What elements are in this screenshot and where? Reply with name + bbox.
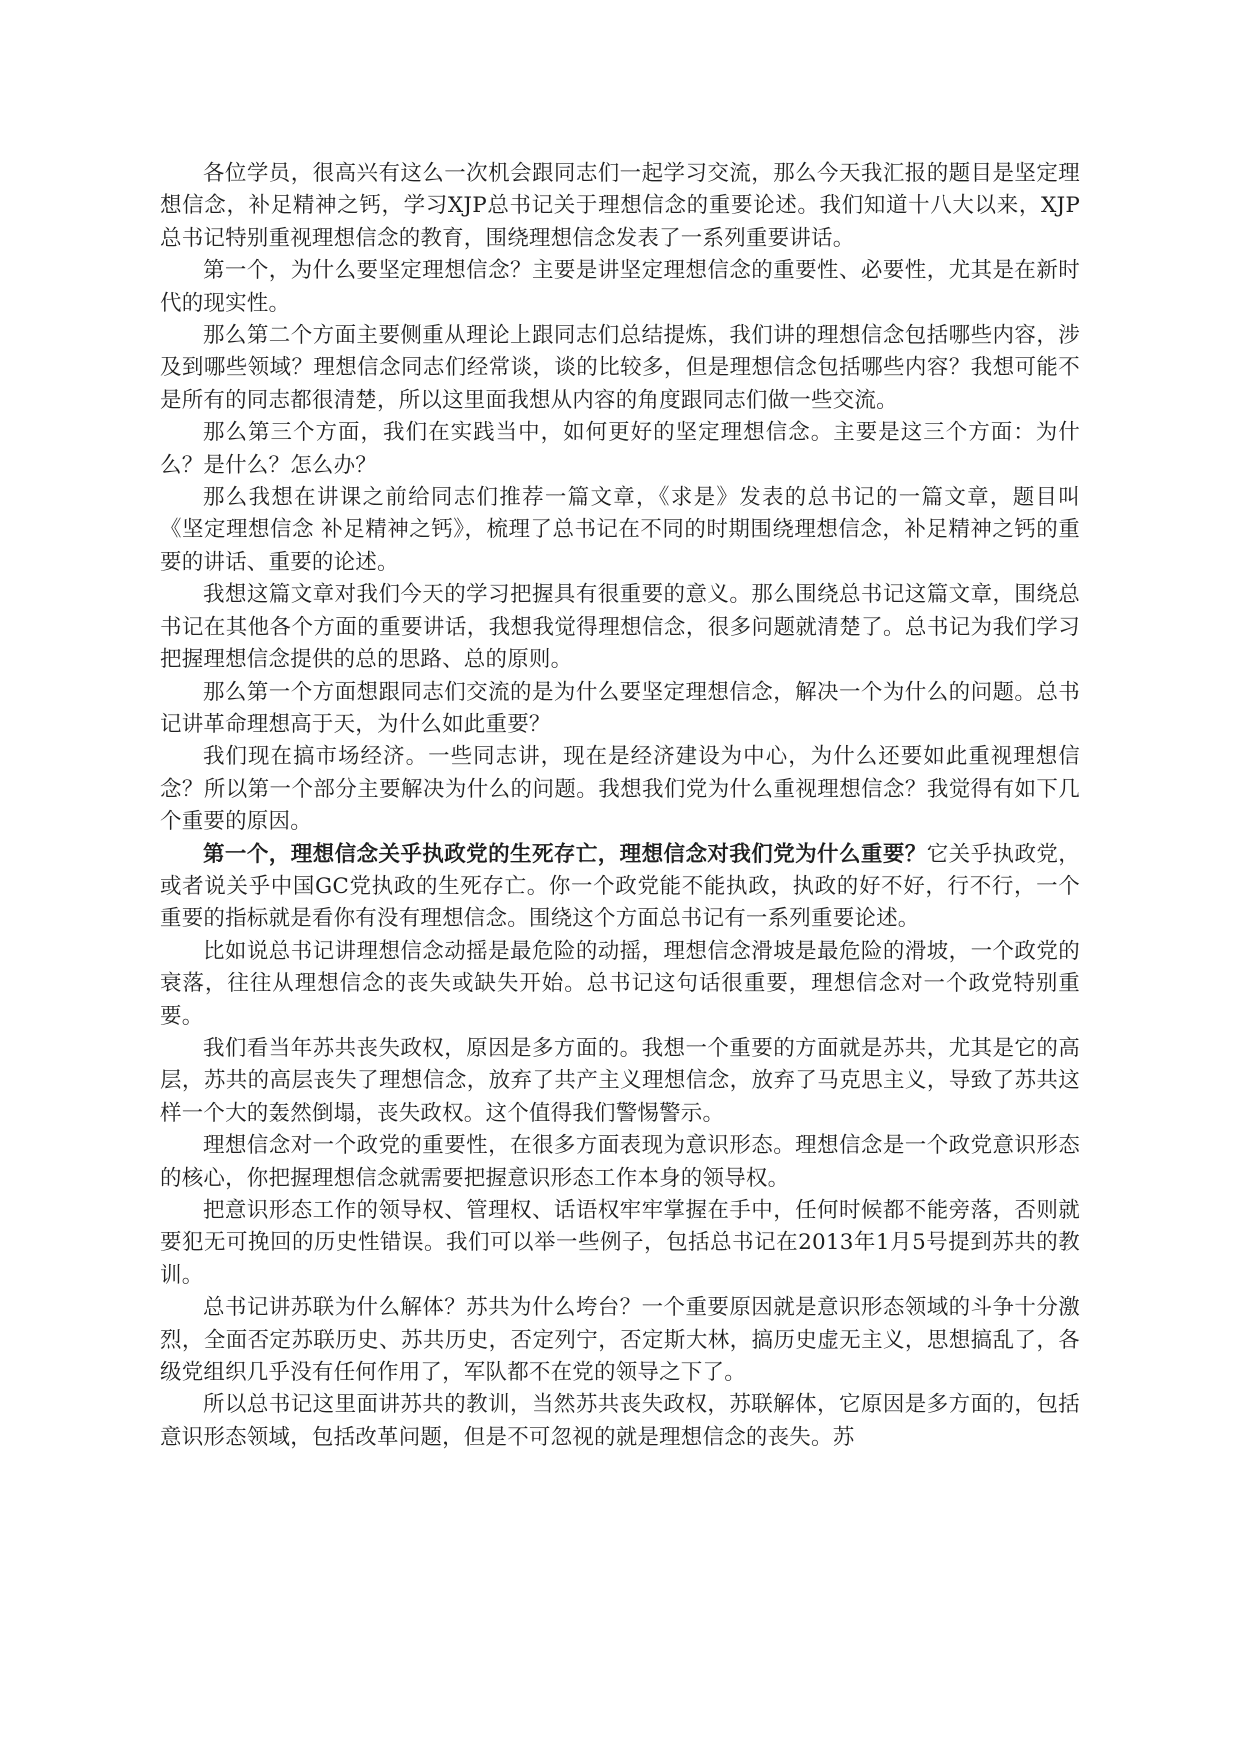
paragraph-7: [160, 677, 1080, 742]
paragraph-6: [160, 579, 1080, 676]
paragraph-14: [160, 1292, 1080, 1389]
paragraph-text: 那么第二个方面主要侧重从理论上跟同志们总结提炼，我们讲的理想信念包括哪些内容，涉及到哪些领域？理想信念同志们经常谈，谈的比较多，但是理想信念包括哪些内容？我想可能不是所有的同志都很清楚，所以这里面我想从内容的角度跟同志们做一些交流。: [160, 323, 1080, 413]
paragraph-11: [160, 1033, 1080, 1130]
paragraph-text: 那么第三个方面，我们在实践当中，如何更好的坚定理想信念。主要是这三个方面：为什么？是什么？怎么办？: [160, 420, 1080, 478]
paragraph-bold-lead: 第一个，理想信念关乎执政党的生死存亡，理想信念对我们党为什么重要？: [203, 841, 927, 867]
paragraph-text: 那么第一个方面想跟同志们交流的是为什么要坚定理想信念，解决一个为什么的问题。总书记讲革命理想高于天，为什么如此重要？: [160, 679, 1080, 737]
paragraph-text: 我们看当年苏共丧失政权，原因是多方面的。我想一个重要的方面就是苏共，尤其是它的高层，苏共的高层丧失了理想信念，放弃了共产主义理想信念，放弃了马克思主义，导致了苏共这样一个大的轰然倒塌，丧失政权。这个值得我们警惕警示。: [160, 1035, 1080, 1126]
paragraph-text: 第一个，为什么要坚定理想信念？主要是讲坚定理想信念的重要性、必要性，尤其是在新时代的现实性。: [160, 258, 1080, 316]
paragraph-text: 比如说总书记讲理想信念动摇是最危险的动摇，理想信念滑坡是最危险的滑坡，一个政党的衰落，往往从理想信念的丧失或缺失开始。总书记这句话很重要，理想信念对一个政党特别重要。: [160, 938, 1080, 1029]
paragraph-9: [160, 839, 1080, 936]
paragraph-13: [160, 1195, 1080, 1292]
paragraph-text: 它关乎执政党，或者说关乎中国GC党执政的生死存亡。你一个政党能不能执政，执政的好不好，行不行，一个重要的指标就是看你有没有理想信念。围绕这个方面总书记有一系列重要论述。: [160, 841, 1081, 932]
paragraph-2: [160, 255, 1080, 320]
paragraph-3: [160, 320, 1080, 417]
paragraph-1: [160, 158, 1080, 255]
paragraph-text: 各位学员，很高兴有这么一次机会跟同志们一起学习交流，那么今天我汇报的题目是坚定理想信念，补足精神之钙，学习XJP总书记关于理想信念的重要论述。我们知道十八大以来，XJP总书记特别重视理想信念的教育，围绕理想信念发表了一系列重要讲话。: [160, 161, 1080, 251]
document-page: [160, 158, 1080, 1454]
paragraph-4: [160, 417, 1080, 482]
paragraph-10: [160, 936, 1080, 1033]
paragraph-text: 我想这篇文章对我们今天的学习把握具有很重要的意义。那么围绕总书记这篇文章，围绕总书记在其他各个方面的重要讲话，我想我觉得理想信念，很多问题就清楚了。总书记为我们学习把握理想信念提供的总的思路、总的原则。: [160, 582, 1080, 673]
paragraph-15: [160, 1389, 1080, 1454]
paragraph-12: [160, 1130, 1080, 1195]
paragraph-text: 我们现在搞市场经济。一些同志讲，现在是经济建设为中心，为什么还要如此重视理想信念？所以第一个部分主要解决为什么的问题。我想我们党为什么重视理想信念？我觉得有如下几个重要的原因。: [160, 744, 1080, 835]
paragraph-text: 所以总书记这里面讲苏共的教训，当然苏共丧失政权，苏联解体，它原因是多方面的，包括意识形态领域，包括改革问题，但是不可忽视的就是理想信念的丧失。苏: [160, 1392, 1080, 1450]
paragraph-8: [160, 741, 1080, 838]
paragraph-text: 那么我想在讲课之前给同志们推荐一篇文章，《求是》发表的总书记的一篇文章，题目叫《坚定理想信念 补足精神之钙》，梳理了总书记在不同的时期围绕理想信念，补足精神之钙的重要的讲话、重要的论述。: [160, 485, 1080, 575]
paragraph-5: [160, 482, 1080, 579]
paragraph-text: 理想信念对一个政党的重要性，在很多方面表现为意识形态。理想信念是一个政党意识形态的核心，你把握理想信念就需要把握意识形态工作本身的领导权。: [160, 1133, 1080, 1191]
paragraph-text: 总书记讲苏联为什么解体？苏共为什么垮台？一个重要原因就是意识形态领域的斗争十分激烈，全面否定苏联历史、苏共历史，否定列宁，否定斯大林，搞历史虚无主义，思想搞乱了，各级党组织几乎没有任何作用了，军队都不在党的领导之下了。: [160, 1295, 1080, 1386]
paragraph-text: 把意识形态工作的领导权、管理权、话语权牢牢掌握在手中，任何时候都不能旁落，否则就要犯无可挽回的历史性错误。我们可以举一些例子，包括总书记在2013年1月5号提到苏共的教训。: [160, 1198, 1080, 1288]
